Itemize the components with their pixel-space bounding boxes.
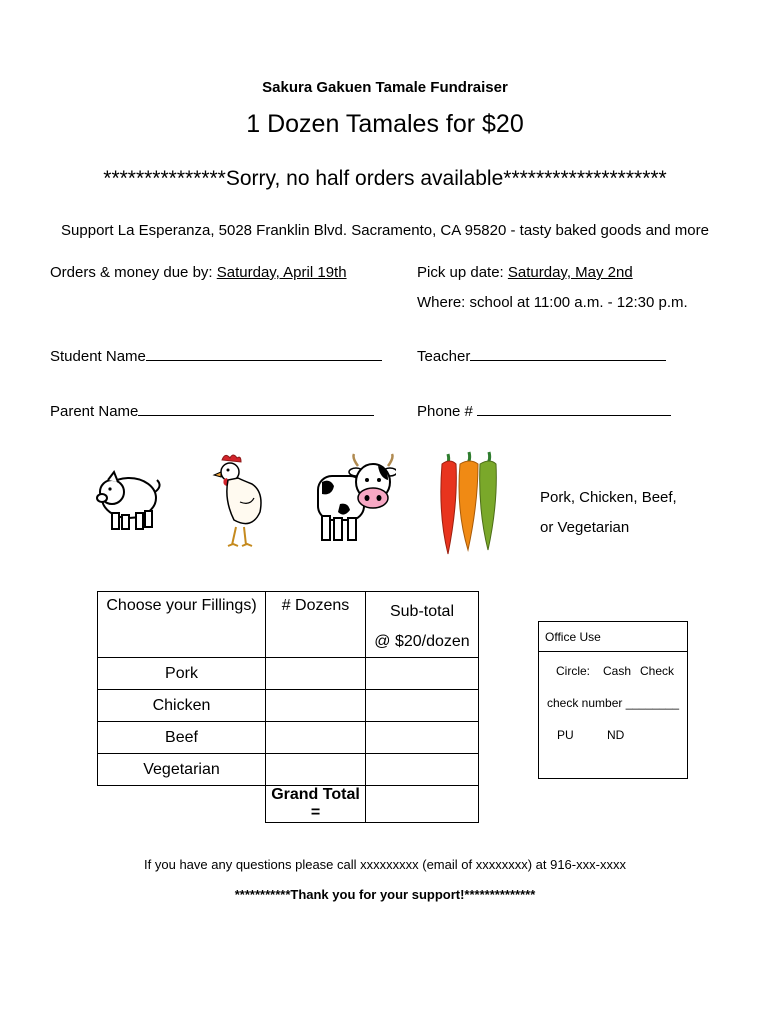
table-row (98, 754, 479, 786)
parent-name-blank[interactable] (138, 415, 374, 416)
grand-total-label: Grand Total = (266, 786, 366, 823)
offer-headline: 1 Dozen Tamales for $20 (246, 110, 524, 138)
grand-total-input[interactable] (366, 786, 479, 823)
pickup-date: Saturday, May 2nd (507, 264, 633, 281)
check-option[interactable]: Check (640, 664, 675, 678)
vegetarian-dozens-input[interactable] (266, 754, 366, 786)
student-name-label: Student Name (50, 348, 146, 365)
grand-total-row (98, 786, 479, 823)
pork-dozens-input[interactable] (266, 658, 366, 690)
fillings-caption-line-1: Pork, Chicken, Beef, (540, 489, 677, 506)
pickup-date-line (417, 264, 633, 281)
chicken-dozens-input[interactable] (266, 690, 366, 722)
chicken-subtotal-input[interactable] (366, 690, 479, 722)
thank-you-line: ***********Thank you for your support!************** (234, 887, 536, 902)
student-name-field[interactable] (50, 348, 382, 365)
due-date-line (50, 264, 347, 281)
order-table (97, 591, 479, 823)
pu-option[interactable]: PU (557, 728, 574, 742)
teacher-blank[interactable] (470, 360, 666, 361)
subtotal-header-line-2: @ $20/dozen (374, 633, 470, 650)
parent-name-label: Parent Name (50, 403, 139, 420)
filling-pork: Pork (98, 658, 266, 690)
pig-icon (92, 458, 162, 540)
student-name-blank[interactable] (146, 360, 382, 361)
fillings-caption (540, 483, 677, 543)
office-use-title: Office Use (545, 630, 601, 644)
vegetarian-subtotal-input[interactable] (366, 754, 479, 786)
parent-name-field[interactable] (50, 403, 374, 420)
support-line: Support La Esperanza, 5028 Franklin Blvd. Sacramento, CA 95820 - tasty baked goods and more (61, 222, 709, 239)
chicken-icon (210, 452, 266, 552)
no-half-orders-notice: ***************Sorry, no half orders available******************** (103, 167, 667, 190)
fillings-caption-line-2: or Vegetarian (540, 519, 630, 536)
payment-circle-label: Circle: (556, 664, 591, 678)
teacher-field[interactable] (417, 348, 666, 365)
teacher-label: Teacher (417, 348, 471, 365)
questions-line: If you have any questions please call xxxxxxxxx (email of xxxxxxxx) at 916-xxx-xxxx (144, 857, 626, 872)
cash-option[interactable]: Cash (603, 664, 632, 678)
due-date: Saturday, April 19th (216, 264, 347, 281)
table-row (98, 658, 479, 690)
filling-vegetarian: Vegetarian (98, 754, 266, 786)
nd-option[interactable]: ND (607, 728, 625, 742)
subtotal-header-line-1: Sub-total (389, 603, 455, 620)
fillings-header: Choose your Fillings) (98, 592, 266, 658)
phone-field[interactable] (417, 403, 671, 420)
table-row (98, 690, 479, 722)
peppers-icon (436, 448, 504, 558)
pork-subtotal-input[interactable] (366, 658, 479, 690)
office-use-header (539, 622, 687, 652)
pickup-location: Where: school at 11:00 a.m. - 12:30 p.m. (417, 294, 688, 311)
filling-chicken: Chicken (98, 690, 266, 722)
table-row (98, 722, 479, 754)
filling-beef: Beef (98, 722, 266, 754)
due-label: Orders & money due by: (50, 264, 213, 281)
check-number-field[interactable]: check number ________ (547, 696, 680, 710)
beef-dozens-input[interactable] (266, 722, 366, 754)
org-title: Sakura Gakuen Tamale Fundraiser (262, 79, 508, 96)
office-use-box (538, 621, 688, 779)
dozens-header: # Dozens (266, 592, 366, 658)
subtotal-header (366, 592, 479, 658)
beef-subtotal-input[interactable] (366, 722, 479, 754)
pickup-label: Pick up date: (417, 264, 504, 281)
cow-icon (312, 452, 396, 546)
phone-blank[interactable] (477, 415, 671, 416)
phone-label: Phone # (417, 403, 473, 420)
